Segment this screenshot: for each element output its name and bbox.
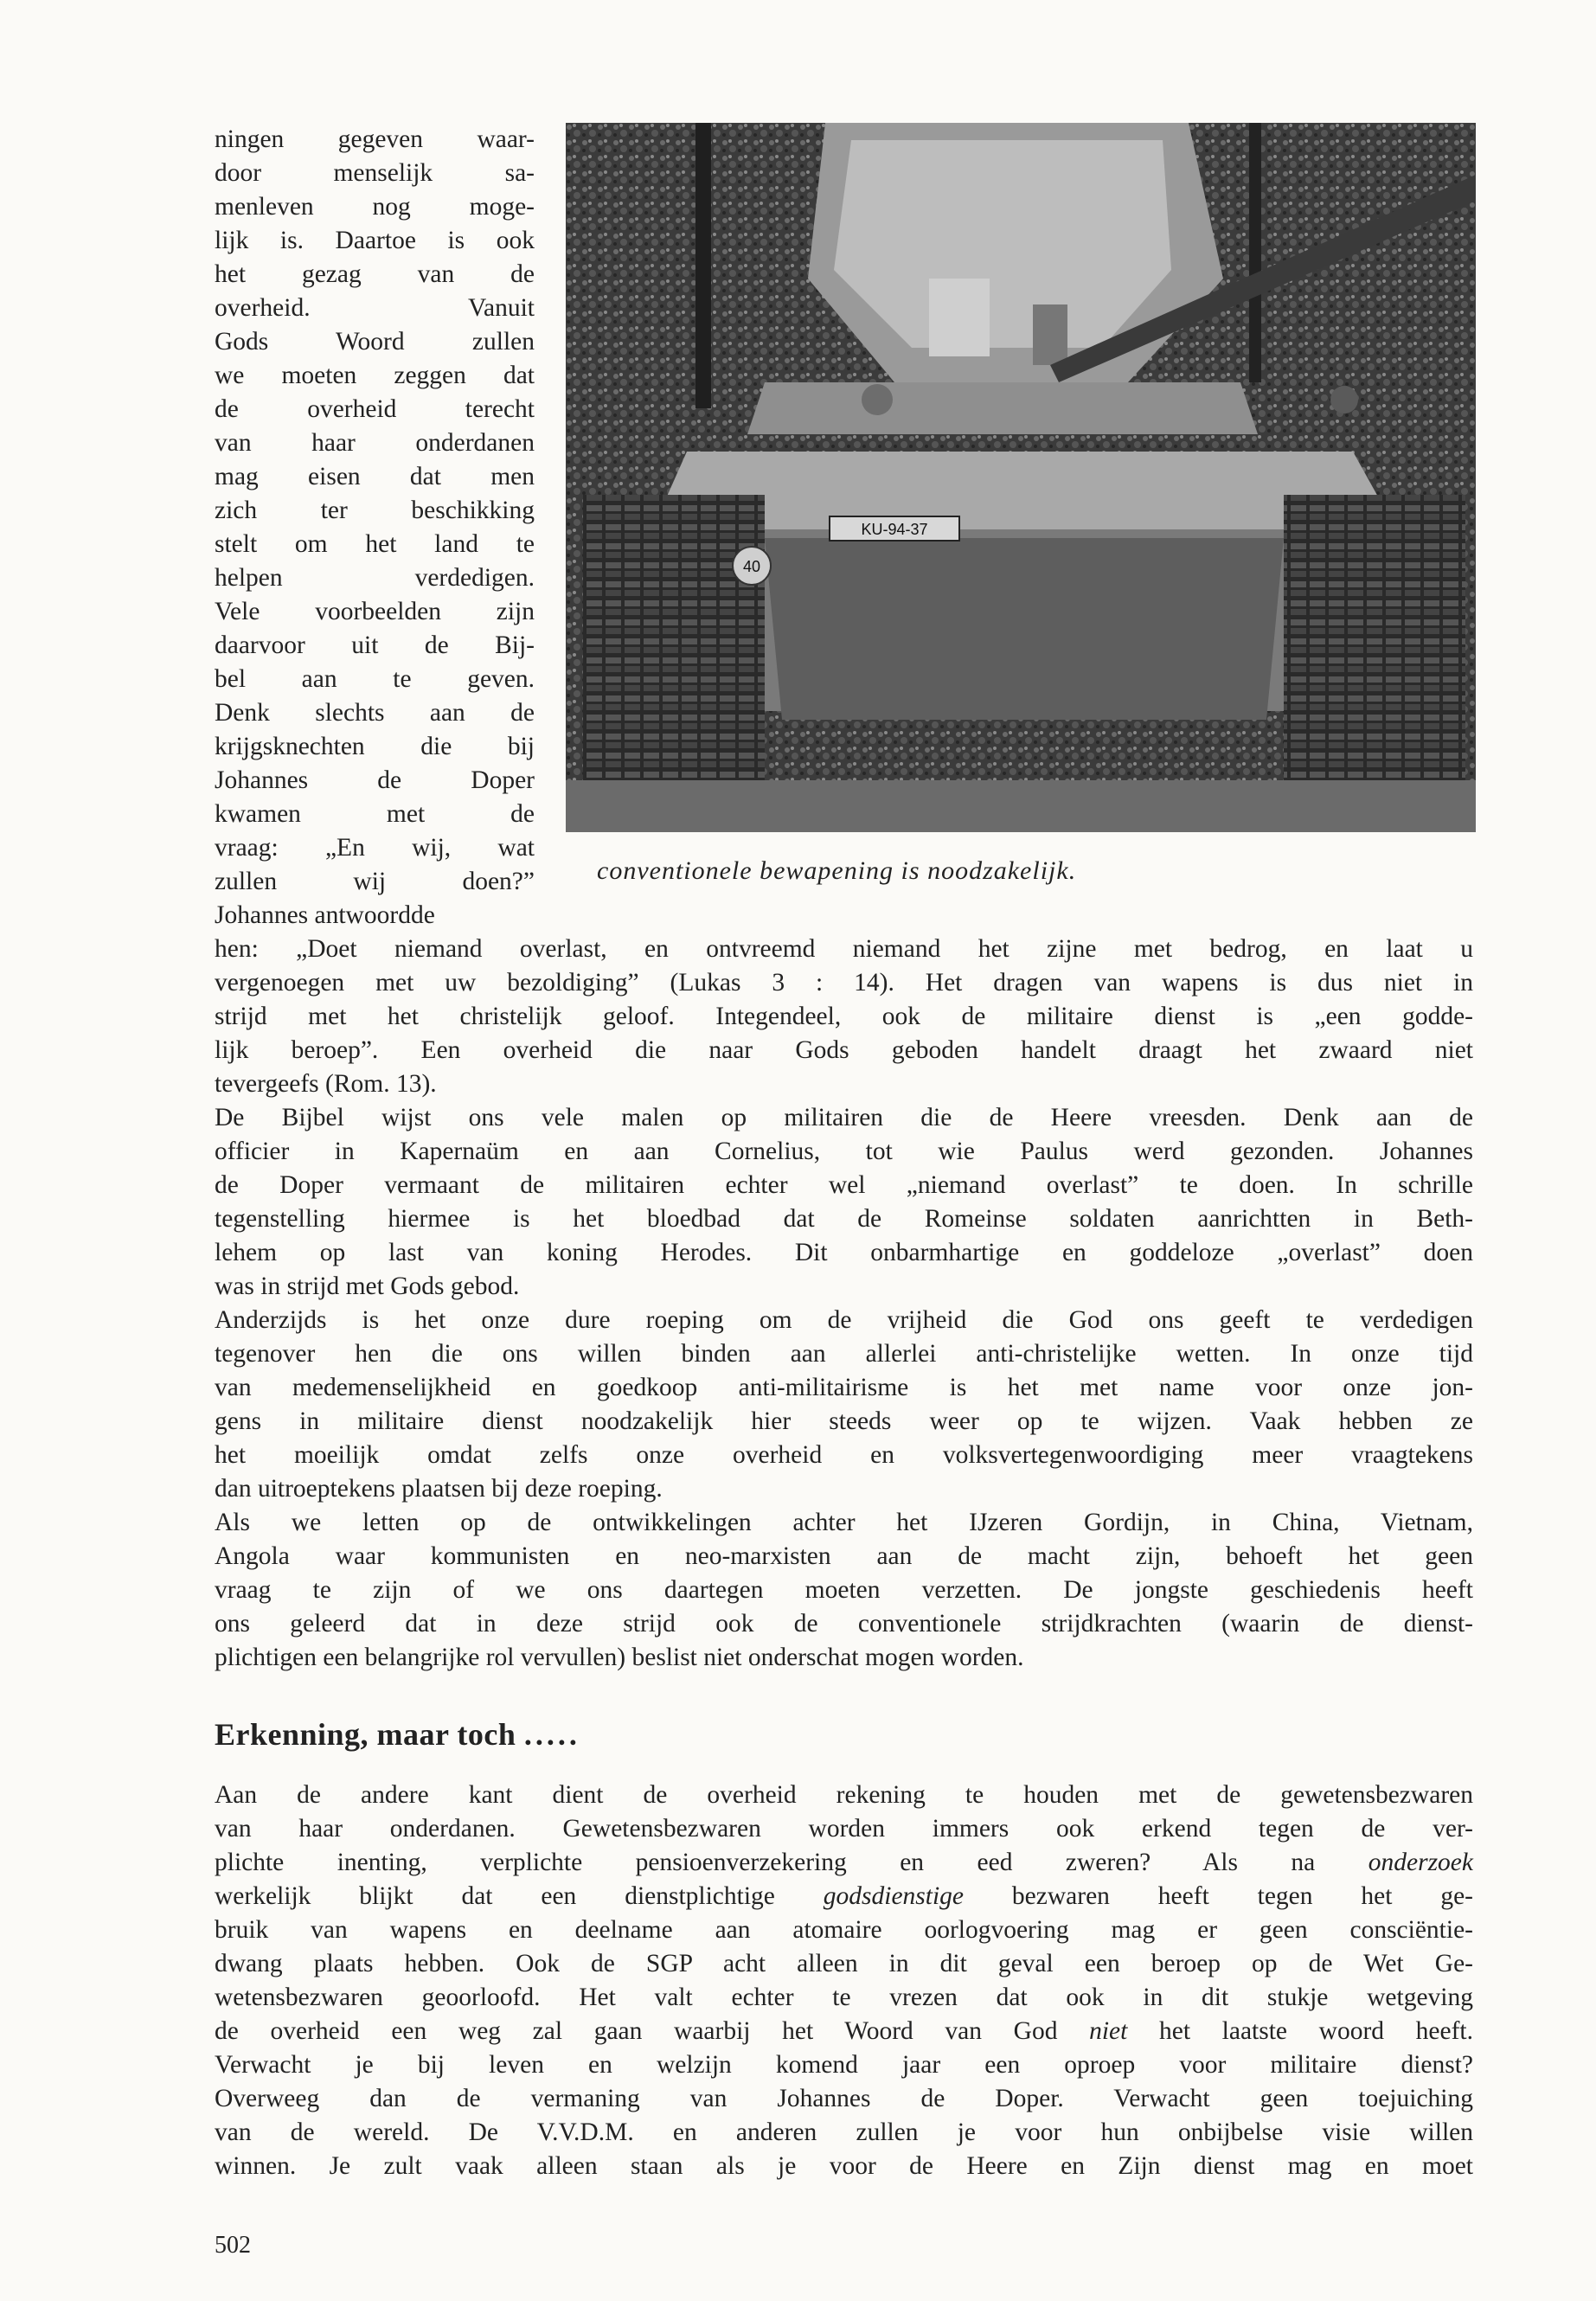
text-line: kwamen met de [215,800,535,828]
text-line: door menselijk sa- [215,159,535,187]
text-line: helpen verdedigen. [215,564,535,592]
text-line: lijk beroep”. Een overheid die naar Gods geboden handelt draagt het zwaard niet [215,1036,1473,1064]
text-line: tevergeefs (Rom. 13). [215,1070,437,1098]
text-line: lehem op last van koning Herodes. Dit onbarmhartige en goddeloze „overlast” doen [215,1239,1473,1266]
page-content [215,123,1473,2183]
text-line: bruik van wapens en deelname aan atomaire oorlogvoering mag er geen consciëntie- [215,1916,1473,1944]
text-line: officier in Kapernaüm en aan Cornelius, tot wie Paulus werd gezonden. Johannes [215,1138,1473,1165]
text-span: plichte inenting, verplichte pensioenverzekering en eed zweren? Als na [215,1849,1316,1876]
text-line: vergenoegen met uw bezoldiging” (Lukas 3 : 14). Het dragen van wapens is dus niet in [215,969,1473,997]
text-line: het gezag van de [215,260,535,288]
wrapped-text-column [215,123,535,933]
text-line: vraag te zijn of we ons daartegen moeten verzetten. De jongste geschiedenis heeft [215,1576,1473,1604]
text-line: hen: „Doet niemand overlast, en ontvreemd niemand het zijne met bedrog, en laat u [215,935,1473,963]
text-line: Overweeg dan de vermaning van Johannes de Doper. Verwacht geen toejuiching [215,2085,1473,2112]
text-line: Als we letten op de ontwikkelingen achter het IJzeren Gordijn, in China, Vietnam, [215,1509,1473,1536]
license-plate-text: KU-94-37 [861,521,928,538]
text-line: lijk is. Daartoe is ook [215,227,535,254]
text-line: De Bijbel wijst ons vele malen op militairen die de Heere vreesden. Denk aan de [215,1104,1473,1131]
text-span: het laatste woord heeft. [1159,2017,1474,2045]
text-line: strijd met het christelijk geloof. Integendeel, ook de militaire dienst is „een godde- [215,1003,1473,1030]
text-line [215,1846,1473,1880]
text-line: Denk slechts aan de [215,699,535,727]
emphasis-text: niet [1089,2017,1128,2045]
text-line: plichtigen een belangrijke rol vervullen) beslist niet onderschat mogen worden. [215,1644,1024,1671]
text-line: van medemenselijkheid en goedkoop anti-militairisme is het met name voor onze jon- [215,1374,1473,1401]
photo-caption: conventionele bewapening is noodzakelijk. [597,856,1077,885]
section-heading-dots: ..... [523,1717,580,1752]
text-line: was in strijd met Gods gebod. [215,1272,520,1300]
full-width-text [215,933,1473,1675]
text-line: mag eisen dat men [215,463,535,490]
text-line: Vele voorbeelden zijn [215,598,535,625]
text-line: Johannes antwoordde [215,901,435,929]
text-line: gens in militaire dienst noodzakelijk hier steeds weer op te wijzen. Vaak hebben ze [215,1407,1473,1435]
text-line: dwang plaats hebben. Ook de SGP acht alleen in dit geval een beroep op de Wet Ge- [215,1950,1473,1977]
emphasis-text: onderzoek [1368,1849,1473,1876]
text-line: Anderzijds is het onze dure roeping om de vrijheid die God ons geeft te verdedigen [215,1306,1473,1334]
text-line: dan uitroeptekens plaatsen bij deze roeping. [215,1475,663,1503]
section-heading-text: Erkenning, maar toch [215,1717,516,1752]
text-line: Johannes de Doper [215,766,535,794]
text-line: ons geleerd dat in deze strijd ook de conventionele strijdkrachten (waarin de dienst- [215,1610,1473,1638]
text-line: Aan de andere kant dient de overheid rekening te houden met de gewetensbezwaren [215,1781,1473,1809]
section-heading [215,1716,1473,1753]
tank-illustration [566,123,1476,832]
text-line: tegenstelling hiermee is het bloedbad dat de Romeinse soldaten aanrichtten in Beth- [215,1205,1473,1233]
text-line: ningen gegeven waar- [215,125,535,153]
text-line: Verwacht je bij leven en welzijn komend jaar een oproep voor militaire dienst? [215,2051,1473,2079]
vehicle-number-text: 40 [742,558,761,575]
text-line [215,2015,1473,2048]
text-line: daarvoor uit de Bij- [215,631,535,659]
text-line: zullen wij doen?” [215,868,535,895]
text-line: van haar onderdanen. Gewetensbezwaren worden immers ook erkend tegen de ver- [215,1815,1473,1843]
tank-photo [566,123,1476,832]
text-line: bel aan te geven. [215,665,535,693]
section-2-text [215,1779,1473,2183]
text-line: overheid. Vanuit [215,294,535,322]
text-line: Angola waar kommunisten en neo-marxisten aan de macht zijn, behoeft het geen [215,1542,1473,1570]
text-line: de overheid terecht [215,395,535,423]
text-line: de Doper vermaant de militairen echter wel „niemand overlast” te doen. In schrille [215,1171,1473,1199]
text-line: van de wereld. De V.V.D.M. en anderen zullen je voor hun onbijbelse visie willen [215,2118,1473,2146]
text-line: Gods Woord zullen [215,328,535,356]
text-span: bezwaren heeft tegen het ge- [1011,1882,1474,1910]
text-line: het moeilijk omdat zelfs onze overheid en volksvertegenwoordiging meer vraagtekens [215,1441,1473,1469]
text-line: van haar onderdanen [215,429,535,457]
page-number: 502 [215,2232,251,2259]
text-line: zich ter beschikking [215,497,535,524]
text-span: werkelijk blijkt dat een dienstplichtige [215,1882,775,1910]
text-line: tegenover hen die ons willen binden aan allerlei anti-christelijke wetten. In onze tijd [215,1340,1473,1368]
text-line: menleven nog moge- [215,193,535,221]
text-line: we moeten zeggen dat [215,362,535,389]
emphasis-text: godsdienstige [823,1882,965,1910]
text-line: stelt om het land te [215,530,535,558]
text-line: wetensbezwaren geoorloofd. Het valt echter te vrezen dat ook in dit stukje wetgeving [215,1984,1473,2011]
text-line: winnen. Je zult vaak alleen staan als je voor de Heere en Zijn dienst mag en moet [215,2152,1473,2180]
text-span: de overheid een weg zal gaan waarbij het Woord van God [215,2017,1058,2045]
text-line: krijgsknechten die bij [215,733,535,760]
text-line [215,1880,1473,1913]
text-line: vraag: „En wij, wat [215,834,535,862]
